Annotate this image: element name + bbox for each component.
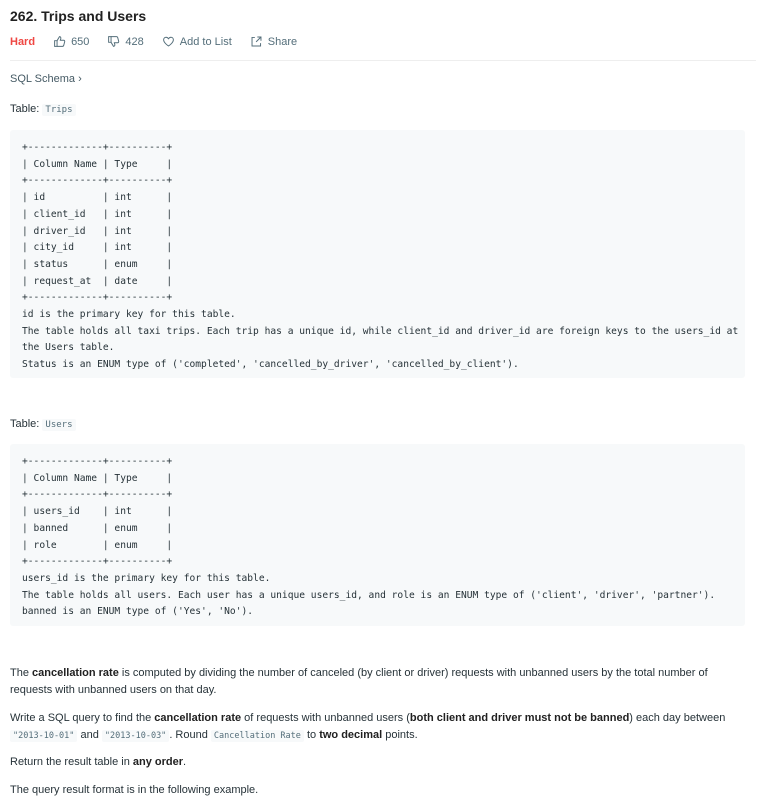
description-paragraph-3 (10, 754, 750, 771)
column-name-code: Cancellation Rate (211, 730, 304, 742)
header-divider (10, 60, 756, 61)
text: . (183, 756, 187, 768)
add-to-list-button[interactable] (162, 35, 232, 48)
description-paragraph-4: The query result format is in the following example. (10, 784, 259, 796)
any-order-term: any order (132, 756, 184, 768)
text: The (10, 667, 33, 679)
dislike-button[interactable] (107, 35, 143, 48)
ban-condition: both client and driver must not be banned (409, 712, 630, 724)
description-paragraph-2 (10, 710, 750, 745)
text: . Round (169, 729, 211, 741)
sql-schema-label: SQL Schema (10, 73, 76, 85)
text: is computed by dividing the number of canceled (by client or driver) requests with unbanned users by the total number of requests with unbanned users on that day. (10, 667, 708, 696)
problem-meta-bar (10, 35, 315, 48)
cancellation-rate-term: cancellation rate (32, 667, 119, 679)
share-label: Share (267, 35, 298, 48)
trips-table-label: Table: (10, 103, 43, 115)
users-table-heading (10, 418, 76, 430)
thumbs-up-icon (53, 35, 66, 48)
problem-title: 262. Trips and Users (10, 8, 147, 24)
heart-icon (162, 35, 175, 48)
text: to (303, 729, 320, 741)
users-table-name: Users (42, 419, 75, 431)
text: of requests with unbanned users ( (241, 712, 410, 724)
like-count: 650 (71, 35, 90, 48)
difficulty-badge: Hard (10, 35, 36, 48)
text: Return the result table in (10, 756, 133, 768)
users-table-label: Table: (10, 418, 43, 430)
trips-schema-block: +-------------+----------+ | Column Name | Type | +-------------+----------+ | id | int | | client_id | int | | driver_id | int | | city_id | int | | status | enum | | request_at | date | +-------------+----------+ id is the primary key for this table. The table holds all taxi trips. Each trip has a unique id, while client_id and driver_id are foreign keys to the users_id at the Users table. Status is an ENUM type of ('completed', 'cancelled_by_driver', 'cancelled_by_client'). (10, 130, 745, 378)
text: and (77, 729, 102, 741)
cancellation-rate-term: cancellation rate (154, 712, 242, 724)
dislike-count: 428 (125, 35, 144, 48)
like-button[interactable] (53, 35, 89, 48)
trips-table-name: Trips (42, 104, 75, 116)
text: ) each day between (629, 712, 726, 724)
add-to-list-label: Add to List (179, 35, 232, 48)
users-schema-block: +-------------+----------+ | Column Name | Type | +-------------+----------+ | users_id | int | | banned | enum | | role | enum | +-------------+----------+ users_id is the primary key for this table. The table holds all users. Each user has a unique users_id, and role is an ENUM type of ('client', 'driver', 'partner'). banned is an ENUM type of ('Yes', 'No'). (10, 444, 745, 626)
start-date-code: "2013-10-01" (10, 730, 77, 742)
precision-term: two decimal (319, 729, 383, 741)
text: Write a SQL query to find the (10, 712, 155, 724)
text: points. (382, 729, 418, 741)
thumbs-down-icon (107, 35, 120, 48)
share-icon (250, 35, 263, 48)
description-paragraph-1 (10, 665, 750, 699)
share-button[interactable] (250, 35, 297, 48)
trips-table-heading (10, 103, 76, 115)
chevron-right-icon: › (78, 73, 82, 85)
sql-schema-link[interactable] (10, 73, 82, 85)
end-date-code: "2013-10-03" (102, 730, 169, 742)
